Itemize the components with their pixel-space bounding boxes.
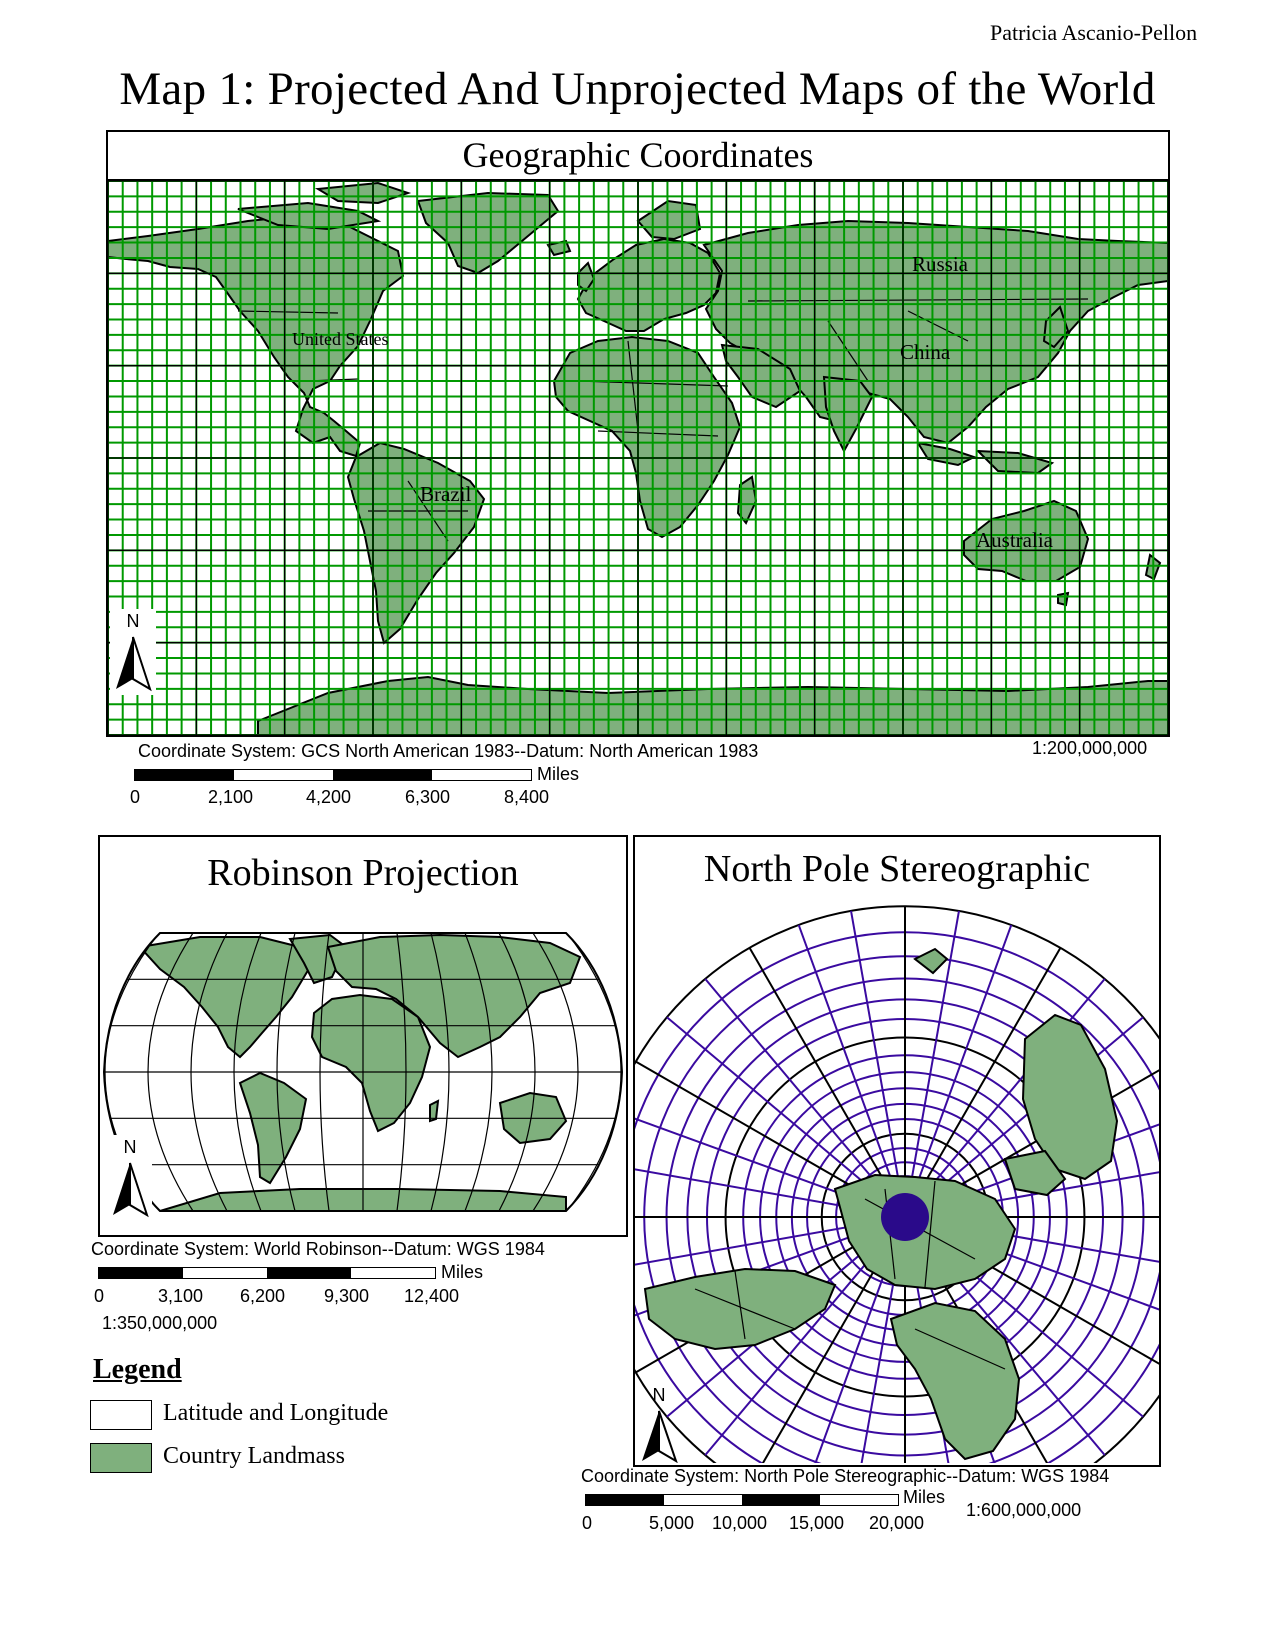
legend-label-landmass: Country Landmass bbox=[163, 1443, 345, 1469]
robinson-scale-tick: 9,300 bbox=[324, 1286, 370, 1306]
robinson-scale-tick: 0 bbox=[94, 1286, 105, 1306]
author-name: Patricia Ascanio-Pellon bbox=[990, 20, 1198, 45]
label-china: China bbox=[900, 340, 951, 364]
label-russia: Russia bbox=[912, 252, 969, 276]
geographic-map-frame bbox=[106, 130, 1170, 737]
stereographic-scalebar-unit: Miles bbox=[903, 1487, 946, 1507]
legend-swatch-graticule bbox=[90, 1400, 152, 1430]
geographic-map bbox=[108, 181, 1168, 735]
geographic-coordinate-system: Coordinate System: GCS North American 1983--Datum: North American 1983 bbox=[138, 741, 759, 761]
north-arrow-icon bbox=[110, 609, 156, 695]
stereographic-scalebar bbox=[585, 1494, 899, 1506]
stereographic-coordinate-system: Coordinate System: North Pole Stereographic--Datum: WGS 1984 bbox=[581, 1466, 1110, 1486]
geographic-scalebar-unit: Miles bbox=[537, 764, 580, 784]
stereographic-scale-tick: 15,000 bbox=[789, 1513, 845, 1533]
geographic-scale-tick: 6,300 bbox=[405, 787, 451, 807]
geographic-scale-tick: 2,100 bbox=[208, 787, 254, 807]
robinson-map bbox=[100, 907, 626, 1235]
geographic-scale-tick: 0 bbox=[130, 787, 141, 807]
north-label: N bbox=[652, 1385, 666, 1405]
legend-title: Legend bbox=[93, 1354, 182, 1385]
north-label: N bbox=[123, 1137, 137, 1157]
label-united-states: United States bbox=[292, 329, 389, 349]
north-arrow-icon bbox=[106, 1135, 152, 1221]
north-label: N bbox=[126, 611, 140, 631]
robinson-scalebar bbox=[98, 1267, 436, 1279]
robinson-map-frame bbox=[98, 835, 628, 1237]
label-australia: Australia bbox=[976, 528, 1053, 552]
geographic-scalebar bbox=[134, 769, 532, 781]
robinson-map-title: Robinson Projection bbox=[207, 852, 519, 894]
stereographic-scale-ratio: 1:600,000,000 bbox=[966, 1500, 1082, 1520]
robinson-scalebar-unit: Miles bbox=[441, 1262, 484, 1282]
stereographic-map bbox=[635, 899, 1159, 1463]
robinson-scale-ratio: 1:350,000,000 bbox=[102, 1313, 218, 1333]
geographic-map-title: Geographic Coordinates bbox=[108, 132, 1168, 181]
geographic-scale-tick: 4,200 bbox=[306, 787, 352, 807]
page-title: Map 1: Projected And Unprojected Maps of the World bbox=[119, 63, 1156, 115]
geographic-scale-ratio: 1:200,000,000 bbox=[1032, 738, 1148, 758]
robinson-landmass bbox=[140, 935, 580, 1211]
stereographic-pole bbox=[881, 1193, 929, 1241]
stereographic-map-frame bbox=[633, 835, 1161, 1467]
north-arrow-icon bbox=[637, 1383, 683, 1463]
stereographic-map-title: North Pole Stereographic bbox=[703, 848, 1091, 890]
geographic-scale-tick: 8,400 bbox=[504, 787, 550, 807]
label-brazil: Brazil bbox=[420, 482, 472, 506]
stereographic-scale-tick: 0 bbox=[582, 1513, 593, 1533]
robinson-scale-tick: 12,400 bbox=[404, 1286, 460, 1306]
legend-label-graticule: Latitude and Longitude bbox=[163, 1400, 389, 1426]
stereographic-scale-tick: 10,000 bbox=[712, 1513, 768, 1533]
legend-swatch-landmass bbox=[90, 1443, 152, 1473]
robinson-scale-tick: 6,200 bbox=[240, 1286, 286, 1306]
stereographic-scale-tick: 5,000 bbox=[649, 1513, 695, 1533]
robinson-coordinate-system: Coordinate System: World Robinson--Datum: WGS 1984 bbox=[91, 1239, 545, 1259]
robinson-scale-tick: 3,100 bbox=[158, 1286, 204, 1306]
stereographic-scale-tick: 20,000 bbox=[869, 1513, 925, 1533]
